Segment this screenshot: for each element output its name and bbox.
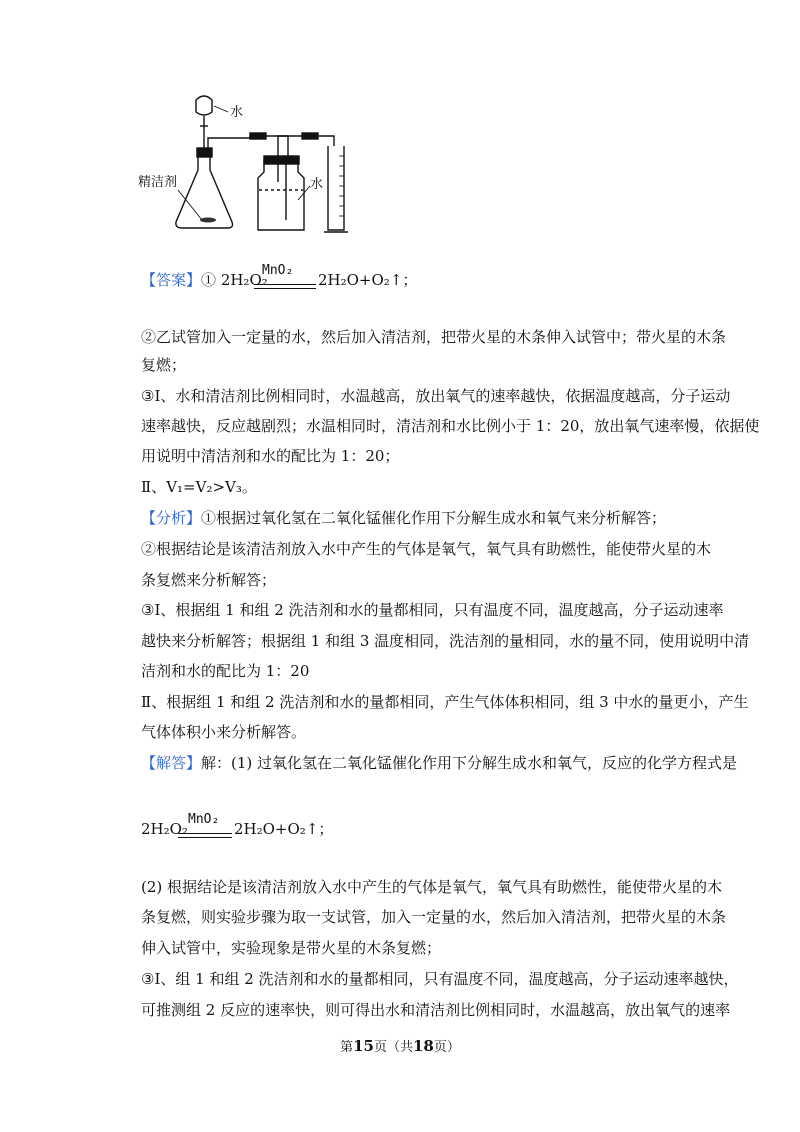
analysis-line: ②根据结论是该清洁剂放入水中产生的气体是氧气，氧气具有助燃性，能使带火星的木 [141, 540, 712, 558]
label-water-funnel: 水 [230, 105, 244, 120]
solution-line: (2) 根据结论是该清洁剂放入水中产生的气体是氧气，氧气具有助燃性，能使带火星的木 [141, 878, 723, 896]
analysis-line: 气体体积小来分析解答。 [141, 723, 307, 741]
solution-line: ③Ⅰ、组 1 和组 2 洗洁剂和水的量都相同，只有温度不同，温度越高，分子运动速率越快， [141, 970, 739, 988]
answer-line: ②乙试管加入一定量的水，然后加入清洁剂，把带火星的木条伸入试管中；带火星的木条 [141, 328, 727, 346]
equation-double-line [178, 833, 232, 838]
answer-line: ③Ⅰ、水和清洁剂比例相同时，水温越高，放出氧气的速率越快，依据温度越高，分子运动 [141, 387, 731, 405]
solution-first-line: 【解答】解：(1) 过氧化氢在二氧化锰催化作用下分解生成水和氧气，反应的化学方程式是 [141, 754, 738, 772]
answer-line: 复燃； [141, 356, 187, 374]
page-footer: 第15页（共18页） [340, 1037, 460, 1055]
solution-line: 伸入试管中，实验现象是带火星的木条复燃； [141, 939, 442, 957]
analysis-tag: 【分析】 [141, 509, 202, 527]
equation-lhs: 2H₂O₂ [220, 271, 268, 289]
catalyst-label: MnO₂ [188, 812, 220, 827]
analysis-line: 越快来分析解答；根据组 1 和组 3 温度相同，洗洁剂的量相同，水的量不同，使用说明中清 [141, 632, 750, 650]
analysis-line: Ⅱ、根据组 1 和组 2 洗洁剂和水的量都相同，产生气体体积相同，组 3 中水的量更小，产生 [141, 693, 749, 711]
solution-line: 条复燃，则实验步骤为取一支试管，加入一定量的水，然后加入清洁剂，把带火星的木条 [141, 908, 727, 926]
answer-line: Ⅱ、V₁=V₂>V₃。 [141, 478, 257, 496]
analysis-first-line: 【分析】①根据过氧化氢在二氧化锰催化作用下分解生成水和氧气来分析解答； [141, 509, 667, 527]
equation-double-line [254, 284, 316, 289]
answer-line: 用说明中清洁剂和水的配比为 1：20； [141, 447, 400, 465]
analysis-line: 洁剂和水的配比为 1：20 [141, 662, 310, 680]
solution-tag: 【解答】 [141, 754, 202, 772]
catalyst-label: MnO₂ [262, 263, 294, 278]
answer-tag: 【答案】 [141, 271, 202, 289]
analysis-line: 条复燃来分析解答； [141, 571, 277, 589]
total-pages: 18 [413, 1037, 434, 1055]
solution-equation-rhs: 2H₂O+O₂↑； [234, 820, 334, 838]
label-water-bottle: 水 [310, 177, 324, 192]
analysis-line: ③Ⅰ、根据组 1 和组 2 洗洁剂和水的量都相同，只有温度不同，温度越高，分子运动速率 [141, 601, 724, 619]
solution-equation-lhs: 2H₂O₂ [141, 820, 188, 838]
answer-equation: 【答案】① 2H₂O₂ [141, 271, 268, 289]
current-page: 15 [353, 1037, 374, 1055]
answer-line: 速率越快，反应越剧烈；水温相同时，清洁剂和水比例小于 1：20，放出氧气速率慢，依据使 [141, 417, 760, 435]
equation-rhs: 2H₂O+O₂↑； [318, 271, 418, 289]
solution-line: 可推测组 2 反应的速率快，则可得出水和清洁剂比例相同时，水温越高，放出氧气的速率 [141, 1001, 731, 1019]
label-cleaner: 精洁剂 [138, 175, 178, 190]
experiment-apparatus-figure [138, 90, 370, 240]
